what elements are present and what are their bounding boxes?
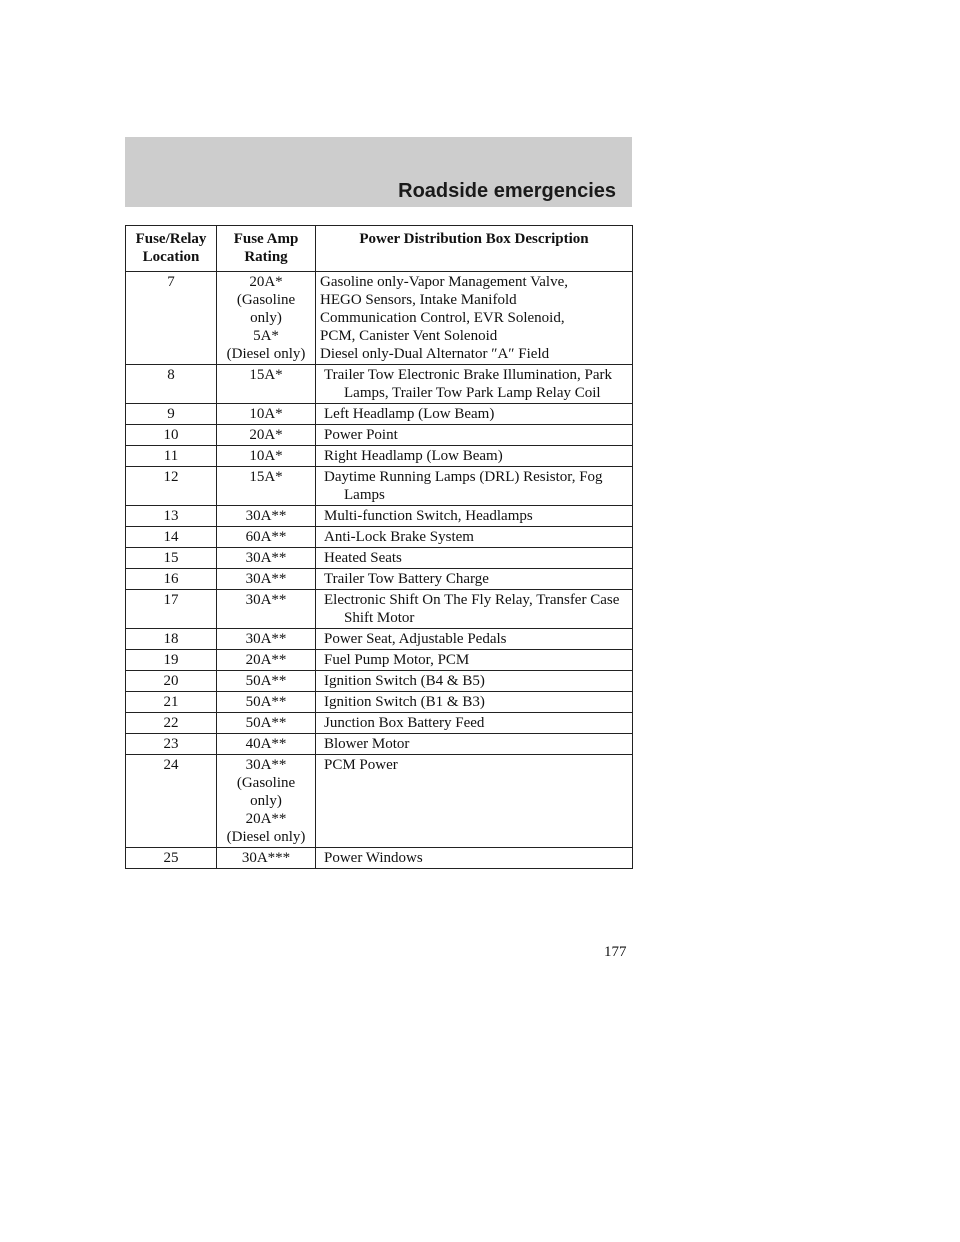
table-row	[126, 467, 633, 506]
fuse-description-cell	[316, 272, 633, 365]
fuse-description-cell	[316, 548, 633, 569]
fuse-description-cell	[316, 848, 633, 869]
fuse-description-line: Gasoline only-Vapor Management Valve,	[320, 274, 568, 290]
fuse-description-cell	[316, 467, 633, 506]
fuse-rating-line: 5A*	[253, 328, 279, 344]
fuse-rating-line: 20A**	[245, 811, 287, 827]
fuse-rating-line: 10A*	[249, 406, 283, 422]
fuse-rating-cell	[217, 590, 316, 629]
fuse-description-line: Ignition Switch (B4 & B5)	[324, 673, 485, 689]
fuse-rating-line: 50A**	[245, 694, 287, 710]
fuse-rating-cell	[217, 527, 316, 548]
fuse-rating-line: 20A*	[249, 274, 283, 290]
column-header-location	[126, 226, 217, 272]
table-header-row	[126, 226, 633, 272]
fuse-description-line: PCM, Canister Vent Solenoid	[320, 328, 498, 344]
table-row	[126, 527, 633, 548]
fuse-description-line: PCM Power	[324, 757, 398, 773]
fuse-rating-line: 40A**	[245, 736, 287, 752]
fuse-location-cell: 16	[126, 569, 217, 590]
fuse-description-line: Communication Control, EVR Solenoid,	[320, 310, 565, 326]
fuse-rating-line: 20A*	[249, 427, 283, 443]
fuse-location-cell: 22	[126, 713, 217, 734]
fuse-description-line: Fuel Pump Motor, PCM	[324, 652, 470, 668]
fuse-location-cell: 10	[126, 425, 217, 446]
fuse-rating-line: 20A**	[245, 652, 287, 668]
fuse-rating-cell	[217, 671, 316, 692]
fuse-location-cell: 24	[126, 755, 217, 848]
fuse-location-cell: 21	[126, 692, 217, 713]
fuse-description-line: Ignition Switch (B1 & B3)	[324, 694, 485, 710]
fuse-rating-line: 30A**	[245, 631, 287, 647]
fuse-description-line: Multi-function Switch, Headlamps	[324, 508, 533, 524]
fuse-location-cell: 13	[126, 506, 217, 527]
table-row	[126, 755, 633, 848]
fuse-rating-line: 15A*	[249, 469, 283, 485]
fuse-location-cell: 23	[126, 734, 217, 755]
fuse-location-cell: 18	[126, 629, 217, 650]
fuse-location-cell: 8	[126, 365, 217, 404]
section-header-band	[125, 137, 632, 207]
fuse-rating-line: 30A***	[241, 850, 291, 866]
fuse-location-cell: 12	[126, 467, 217, 506]
fuse-description-cell	[316, 365, 633, 404]
fuse-description-cell	[316, 506, 633, 527]
fuse-description-line: Diesel only-Dual Alternator ″A″ Field	[320, 346, 550, 362]
fuse-rating-line: 30A**	[245, 508, 287, 524]
table-row	[126, 446, 633, 467]
fuse-location-cell: 17	[126, 590, 217, 629]
fuse-rating-line: 30A**	[245, 757, 287, 773]
fuse-description-cell	[316, 527, 633, 548]
fuse-description-line: Trailer Tow Battery Charge	[324, 571, 489, 587]
fuse-rating-line: (Diesel only)	[226, 346, 306, 362]
table-row	[126, 734, 633, 755]
fuse-rating-cell	[217, 404, 316, 425]
page-number: 177	[604, 944, 627, 960]
fuse-description-cell	[316, 404, 633, 425]
fuse-description-line: Right Headlamp (Low Beam)	[324, 448, 503, 464]
fuse-rating-cell	[217, 755, 316, 848]
table-row	[126, 365, 633, 404]
table-row	[126, 404, 633, 425]
fuse-description-line: Power Point	[324, 427, 398, 443]
table-row	[126, 548, 633, 569]
fuse-description-cell	[316, 650, 633, 671]
column-header-line: Power Distribution Box Description	[359, 231, 589, 247]
table-row	[126, 650, 633, 671]
fuse-description-cell	[316, 713, 633, 734]
fuse-rating-cell	[217, 569, 316, 590]
table-row	[126, 671, 633, 692]
fuse-rating-line: 50A**	[245, 715, 287, 731]
fuse-location-cell: 25	[126, 848, 217, 869]
table-row	[126, 272, 633, 365]
table-row	[126, 590, 633, 629]
fuse-description-line: Anti-Lock Brake System	[324, 529, 474, 545]
fuse-rating-line: 10A*	[249, 448, 283, 464]
fuse-rating-cell	[217, 734, 316, 755]
fuse-rating-line: (Gasoline only)	[236, 292, 296, 326]
fuse-rating-cell	[217, 446, 316, 467]
fuse-description-line: Left Headlamp (Low Beam)	[324, 406, 495, 422]
fuse-description-line: Electronic Shift On The Fly Relay, Transfer Case Shift Motor	[324, 592, 620, 626]
fuse-rating-line: 30A**	[245, 592, 287, 608]
fuse-rating-cell	[217, 629, 316, 650]
fuse-description-line: Heated Seats	[324, 550, 402, 566]
fuse-location-cell: 14	[126, 527, 217, 548]
fuse-description-cell	[316, 671, 633, 692]
fuse-rating-cell	[217, 365, 316, 404]
fuse-description-cell	[316, 446, 633, 467]
fuse-rating-cell	[217, 272, 316, 365]
fuse-rating-line: 50A**	[245, 673, 287, 689]
section-title: Roadside emergencies	[398, 180, 616, 202]
table-row	[126, 713, 633, 734]
fuse-location-cell: 7	[126, 272, 217, 365]
fuse-description-line: Blower Motor	[324, 736, 410, 752]
fuse-location-cell: 20	[126, 671, 217, 692]
fuse-location-cell: 9	[126, 404, 217, 425]
fuse-rating-cell	[217, 425, 316, 446]
fuse-location-cell: 15	[126, 548, 217, 569]
fuse-rating-cell	[217, 848, 316, 869]
fuse-description-cell	[316, 569, 633, 590]
column-header-description	[316, 226, 633, 272]
fuse-description-cell	[316, 425, 633, 446]
fuse-rating-line: 30A**	[245, 550, 287, 566]
fuse-location-cell: 11	[126, 446, 217, 467]
fuse-rating-cell	[217, 650, 316, 671]
fuse-rating-line: (Gasoline only)	[236, 775, 296, 809]
column-header-line: Fuse Amp	[233, 231, 299, 247]
fuse-rating-line: 15A*	[249, 367, 283, 383]
fuse-rating-cell	[217, 692, 316, 713]
fuse-table	[125, 225, 633, 869]
table-row	[126, 629, 633, 650]
fuse-description-line: Power Windows	[324, 850, 423, 866]
fuse-rating-cell	[217, 467, 316, 506]
fuse-description-cell	[316, 629, 633, 650]
fuse-table-body	[126, 272, 633, 869]
fuse-description-cell	[316, 590, 633, 629]
table-row	[126, 848, 633, 869]
fuse-location-cell: 19	[126, 650, 217, 671]
fuse-description-cell	[316, 755, 633, 848]
fuse-description-line: Daytime Running Lamps (DRL) Resistor, Fog Lamps	[324, 469, 603, 503]
table-row	[126, 692, 633, 713]
table-row	[126, 569, 633, 590]
fuse-description-line: HEGO Sensors, Intake Manifold	[320, 292, 517, 308]
fuse-description-cell	[316, 734, 633, 755]
table-row	[126, 425, 633, 446]
column-header-line: Rating	[244, 249, 288, 265]
fuse-description-line: Power Seat, Adjustable Pedals	[324, 631, 507, 647]
fuse-rating-cell	[217, 506, 316, 527]
fuse-rating-line: (Diesel only)	[226, 829, 306, 845]
column-header-rating	[217, 226, 316, 272]
fuse-rating-cell	[217, 713, 316, 734]
fuse-rating-line: 30A**	[245, 571, 287, 587]
column-header-line: Location	[142, 249, 200, 265]
fuse-description-line: Trailer Tow Electronic Brake Illumination, Park Lamps, Trailer Tow Park Lamp Relay Coil	[324, 367, 613, 401]
fuse-description-line: Junction Box Battery Feed	[324, 715, 485, 731]
table-row	[126, 506, 633, 527]
fuse-rating-cell	[217, 548, 316, 569]
fuse-rating-line: 60A**	[245, 529, 287, 545]
fuse-description-cell	[316, 692, 633, 713]
column-header-line: Fuse/Relay	[135, 231, 207, 247]
